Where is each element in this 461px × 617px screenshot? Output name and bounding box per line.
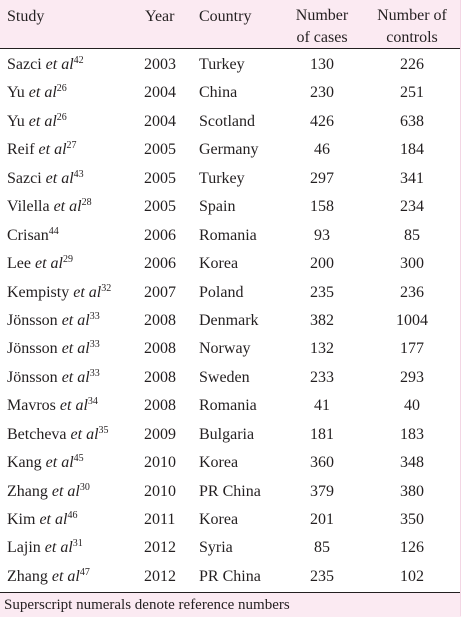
study-author: Yu	[7, 112, 25, 130]
cell-year: 2005	[144, 141, 176, 159]
cell-country: China	[199, 84, 238, 102]
table-row	[0, 478, 461, 506]
cell-controls: 638	[400, 112, 424, 130]
cell-study	[7, 449, 84, 479]
study-author: Yu	[7, 84, 25, 102]
header-controls-line2: controls	[386, 29, 438, 46]
table-header	[0, 0, 461, 49]
cell-country: Denmark	[199, 311, 259, 329]
study-etal: et al	[44, 539, 73, 557]
study-etal: et al	[61, 368, 90, 386]
study-author: Vilella	[7, 198, 50, 216]
cell-cases: 235	[310, 567, 334, 585]
study-etal: et al	[45, 56, 74, 73]
cell-cases: 158	[310, 198, 334, 216]
study-etal: et al	[61, 340, 90, 358]
cell-year: 2009	[144, 425, 176, 443]
table-row	[0, 193, 461, 221]
header-cases	[286, 5, 358, 49]
cell-country: Turkey	[199, 56, 245, 73]
cell-country: Korea	[199, 454, 239, 472]
table-row	[0, 136, 461, 164]
header-cases-line2: of cases	[296, 29, 348, 46]
cell-country: Bulgaria	[199, 425, 255, 443]
study-ref: 34	[87, 396, 98, 408]
table-row	[0, 563, 461, 591]
cell-country: Norway	[199, 340, 251, 358]
cell-controls: 251	[400, 84, 424, 102]
study-author: Lee	[7, 255, 31, 273]
study-ref: 42	[73, 55, 84, 66]
study-author: Kang	[7, 454, 42, 472]
cell-study	[7, 478, 90, 508]
study-author: Sazci	[7, 56, 42, 73]
table-row	[0, 449, 461, 477]
study-author: Jönsson	[7, 340, 58, 358]
cell-cases: 360	[310, 454, 334, 472]
cell-year: 2012	[144, 567, 176, 585]
cell-cases: 379	[310, 482, 334, 500]
cell-country: Korea	[199, 511, 239, 528]
study-etal: et al	[34, 255, 63, 273]
table-row	[0, 108, 461, 136]
cell-year: 2008	[144, 397, 176, 415]
study-etal: et al	[59, 397, 88, 415]
cell-country: Scotland	[199, 112, 255, 130]
cell-cases: 297	[310, 169, 334, 187]
table-row	[0, 534, 461, 562]
cell-year: 2005	[144, 169, 176, 187]
study-ref: 45	[73, 453, 84, 465]
cell-country: Syria	[199, 539, 233, 557]
header-controls-line1: Number of	[377, 7, 447, 24]
cell-cases: 181	[310, 425, 334, 443]
study-etal: et al	[39, 511, 68, 528]
cell-year: 2008	[144, 368, 176, 386]
cell-study	[7, 51, 84, 81]
cell-controls: 40	[404, 397, 420, 415]
cell-controls: 341	[400, 169, 424, 187]
table-row	[0, 250, 461, 278]
study-author: Jönsson	[7, 368, 58, 386]
header-country: Country	[199, 8, 252, 25]
cell-country: Korea	[199, 255, 239, 273]
cell-year: 2006	[144, 255, 176, 273]
cell-year: 2010	[144, 482, 176, 500]
cell-year: 2011	[144, 511, 176, 528]
cell-study	[7, 364, 100, 394]
cell-cases: 426	[310, 112, 334, 130]
study-ref: 33	[89, 310, 100, 322]
cell-cases: 85	[314, 539, 330, 557]
cell-controls: 226	[400, 56, 424, 73]
cell-controls: 350	[400, 511, 424, 528]
study-ref: 30	[79, 481, 90, 493]
table-row	[0, 506, 461, 534]
cell-study	[7, 534, 83, 564]
header-controls	[366, 5, 458, 49]
study-author: Zhang	[7, 567, 48, 585]
header-year: Year	[145, 8, 175, 25]
study-etal: et al	[70, 425, 99, 443]
cell-controls: 126	[400, 539, 424, 557]
cell-year: 2008	[144, 311, 176, 329]
cell-cases: 46	[314, 141, 330, 159]
cell-country: PR China	[199, 482, 261, 500]
study-ref: 26	[56, 83, 67, 95]
cell-cases: 233	[310, 368, 334, 386]
cell-year: 2004	[144, 84, 176, 102]
study-ref: 47	[79, 566, 90, 578]
cell-study	[7, 108, 67, 138]
table-row	[0, 279, 461, 307]
cell-study	[7, 136, 77, 166]
cell-study	[7, 193, 92, 223]
cell-controls: 1004	[396, 311, 428, 329]
table-row	[0, 79, 461, 107]
study-etal: et al	[45, 454, 74, 472]
table-row	[0, 392, 461, 420]
table-row	[0, 51, 461, 79]
study-author: Reif	[7, 141, 35, 159]
cell-controls: 293	[400, 368, 424, 386]
study-etal: et al	[28, 84, 57, 102]
table-row	[0, 222, 461, 250]
cell-controls: 234	[400, 198, 424, 216]
study-author: Zhang	[7, 482, 48, 500]
cell-study	[7, 79, 67, 109]
study-etal: et al	[51, 482, 80, 500]
cell-cases: 41	[314, 397, 330, 415]
footer-note: Superscript numerals denote reference numbers	[4, 597, 290, 613]
study-ref: 27	[66, 140, 77, 152]
cell-country: Poland	[199, 283, 244, 301]
cell-cases: 93	[314, 226, 330, 244]
study-etal: et al	[53, 198, 82, 216]
cell-study	[7, 250, 73, 280]
cell-country: PR China	[199, 567, 261, 585]
study-ref: 44	[48, 225, 59, 237]
cell-country: Turkey	[199, 169, 245, 187]
study-ref: 33	[89, 367, 100, 379]
cell-cases: 132	[310, 340, 334, 358]
cell-study	[7, 279, 111, 309]
study-ref: 32	[101, 282, 112, 294]
cell-controls: 183	[400, 425, 424, 443]
cell-controls: 177	[400, 340, 424, 358]
study-author: Betcheva	[7, 425, 67, 443]
study-ref: 29	[62, 254, 73, 266]
study-author: Jönsson	[7, 311, 58, 329]
cell-controls: 236	[400, 283, 424, 301]
study-etal: et al	[73, 283, 102, 301]
cell-study	[7, 421, 109, 451]
cell-country: Germany	[199, 141, 259, 159]
study-ref: 28	[81, 197, 92, 209]
cell-year: 2007	[144, 283, 176, 301]
cell-study	[7, 307, 100, 337]
study-etal: et al	[28, 112, 57, 130]
study-author: Kempisty	[7, 283, 70, 301]
cell-cases: 230	[310, 84, 334, 102]
header-cases-line1: Number	[295, 7, 349, 24]
table-row	[0, 165, 461, 193]
cell-country: Sweden	[199, 368, 250, 386]
table-row	[0, 421, 461, 449]
study-author: Kim	[7, 511, 36, 528]
cell-country: Romania	[199, 226, 257, 244]
cell-year: 2012	[144, 539, 176, 557]
cell-cases: 130	[310, 56, 334, 73]
cell-country: Spain	[199, 198, 236, 216]
table-footer	[0, 592, 461, 617]
cell-cases: 201	[310, 511, 334, 528]
study-author: Sazci	[7, 169, 42, 187]
header-study: Study	[7, 8, 45, 25]
cell-controls: 380	[400, 482, 424, 500]
cell-study	[7, 392, 98, 422]
cell-year: 2008	[144, 340, 176, 358]
study-author: Lajin	[7, 539, 41, 557]
cell-cases: 235	[310, 283, 334, 301]
study-etal: et al	[51, 567, 80, 585]
study-etal: et al	[61, 311, 90, 329]
study-ref: 35	[98, 424, 109, 436]
cell-study	[7, 335, 100, 365]
study-etal: et al	[38, 141, 67, 159]
cell-controls: 102	[400, 567, 424, 585]
table-body	[0, 51, 461, 591]
cell-country: Romania	[199, 397, 257, 415]
study-ref: 31	[72, 538, 83, 550]
cell-year: 2003	[144, 56, 176, 73]
cell-controls: 300	[400, 255, 424, 273]
study-ref: 33	[89, 339, 100, 351]
cell-study	[7, 506, 77, 536]
cell-year: 2010	[144, 454, 176, 472]
table-row	[0, 307, 461, 335]
study-author: Crisan	[7, 226, 49, 244]
cell-study	[7, 563, 90, 593]
cell-year: 2005	[144, 198, 176, 216]
table-row	[0, 364, 461, 392]
cell-cases: 200	[310, 255, 334, 273]
study-author: Mavros	[7, 397, 56, 415]
cell-cases: 382	[310, 311, 334, 329]
study-ref: 43	[73, 168, 84, 180]
cell-controls: 85	[404, 226, 420, 244]
cell-controls: 184	[400, 141, 424, 159]
table-row	[0, 335, 461, 363]
cell-study	[7, 165, 84, 195]
study-ref: 26	[56, 111, 67, 123]
cell-study	[7, 222, 59, 252]
cell-year: 2004	[144, 112, 176, 130]
study-etal: et al	[45, 169, 74, 187]
cell-controls: 348	[400, 454, 424, 472]
cell-year: 2006	[144, 226, 176, 244]
study-ref: 46	[67, 510, 78, 521]
